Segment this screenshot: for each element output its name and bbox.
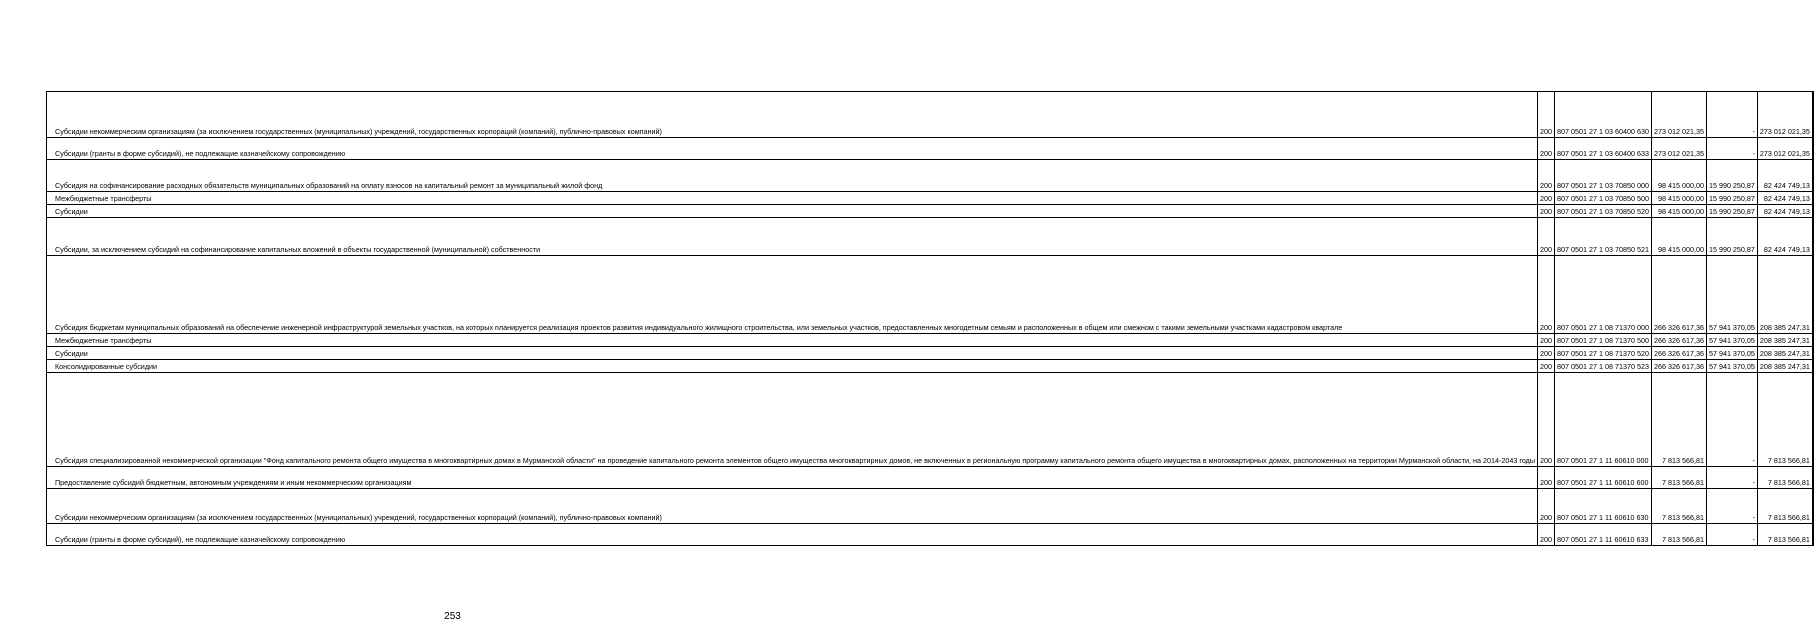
row-executed-amount: 15 990 250,87 bbox=[1706, 192, 1757, 205]
table-row bbox=[47, 334, 1813, 347]
row-name: Субсидии некоммерческим организациям (за исключением государственных (муниципальных) учреждений, государственных корпораций (компаний), публично-правовых компаний) bbox=[47, 92, 1538, 138]
row-unexecuted-amount: 208 385 247,31 bbox=[1757, 334, 1812, 347]
row-name: Субсидии (гранты в форме субсидий), не подлежащие казначейскому сопровождению bbox=[47, 524, 1538, 546]
row-code: 200 bbox=[1538, 205, 1555, 218]
row-executed-amount: 15 990 250,87 bbox=[1706, 160, 1757, 192]
row-classification-code: 807 0501 27 1 03 60400 630 bbox=[1555, 92, 1652, 138]
row-code: 200 bbox=[1538, 256, 1555, 334]
row-executed-amount: - bbox=[1706, 524, 1757, 546]
row-unexecuted-amount: 82 424 749,13 bbox=[1757, 205, 1812, 218]
row-classification-code: 807 0501 27 1 08 71370 500 bbox=[1555, 334, 1652, 347]
budget-execution-table bbox=[46, 91, 1814, 546]
row-unexecuted-amount: 7 813 566,81 bbox=[1757, 373, 1812, 467]
row-code: 200 bbox=[1538, 347, 1555, 360]
row-executed-amount: - bbox=[1706, 489, 1757, 524]
row-code: 200 bbox=[1538, 489, 1555, 524]
row-approved-amount: 98 415 000,00 bbox=[1651, 192, 1706, 205]
row-approved-amount: 7 813 566,81 bbox=[1651, 489, 1706, 524]
row-name: Межбюджетные трансферты bbox=[47, 334, 1538, 347]
row-executed-amount: - bbox=[1706, 138, 1757, 160]
row-unexecuted-amount: 208 385 247,31 bbox=[1757, 360, 1812, 373]
row-executed-amount: - bbox=[1706, 92, 1757, 138]
row-approved-amount: 98 415 000,00 bbox=[1651, 218, 1706, 256]
row-unexecuted-amount: 82 424 749,13 bbox=[1757, 218, 1812, 256]
row-code: 200 bbox=[1538, 92, 1555, 138]
table-row bbox=[47, 373, 1813, 467]
row-approved-amount: 98 415 000,00 bbox=[1651, 160, 1706, 192]
row-approved-amount: 266 326 617,36 bbox=[1651, 256, 1706, 334]
table-row bbox=[47, 347, 1813, 360]
row-executed-amount: 57 941 370,05 bbox=[1706, 256, 1757, 334]
row-classification-code: 807 0501 27 1 11 60610 633 bbox=[1555, 524, 1652, 546]
row-classification-code: 807 0501 27 1 11 60610 630 bbox=[1555, 489, 1652, 524]
row-name: Субсидия специализированной некоммерческой организации "Фонд капитального ремонта общего имущества в многоквартирных домах в Мурманской области" на проведение капитального ремонта элементов общего имущества многоквартирных домов, не включенных в региональную программу капитального ремонта общего имущества в многоквартирных домах, расположенных на территории Мурманской области, на 2014-2043 годы bbox=[47, 373, 1538, 467]
row-name: Предоставление субсидий бюджетным, автономным учреждениям и иным некоммерческим организациям bbox=[47, 467, 1538, 489]
row-approved-amount: 266 326 617,36 bbox=[1651, 360, 1706, 373]
row-approved-amount: 273 012 021,35 bbox=[1651, 92, 1706, 138]
row-name: Межбюджетные трансферты bbox=[47, 192, 1538, 205]
row-code: 200 bbox=[1538, 160, 1555, 192]
table-row bbox=[47, 92, 1813, 138]
row-classification-code: 807 0501 27 1 03 70850 521 bbox=[1555, 218, 1652, 256]
table-row bbox=[47, 467, 1813, 489]
page-number: 253 bbox=[444, 611, 461, 622]
row-name: Субсидии (гранты в форме субсидий), не подлежащие казначейскому сопровождению bbox=[47, 138, 1538, 160]
row-classification-code: 807 0501 27 1 11 60610 600 bbox=[1555, 467, 1652, 489]
row-classification-code: 807 0501 27 1 03 70850 500 bbox=[1555, 192, 1652, 205]
row-unexecuted-amount: 82 424 749,13 bbox=[1757, 160, 1812, 192]
row-executed-amount: 57 941 370,05 bbox=[1706, 334, 1757, 347]
row-executed-amount: - bbox=[1706, 373, 1757, 467]
row-name: Субсидии, за исключением субсидий на софинансирование капитальных вложений в объекты государственной (муниципальной) собственности bbox=[47, 218, 1538, 256]
row-classification-code: 807 0501 27 1 03 70850 520 bbox=[1555, 205, 1652, 218]
table-body bbox=[47, 92, 1813, 546]
row-unexecuted-amount: 208 385 247,31 bbox=[1757, 256, 1812, 334]
row-approved-amount: 266 326 617,36 bbox=[1651, 347, 1706, 360]
row-classification-code: 807 0501 27 1 11 60610 000 bbox=[1555, 373, 1652, 467]
row-name: Субсидии некоммерческим организациям (за исключением государственных (муниципальных) учреждений, государственных корпораций (компаний), публично-правовых компаний) bbox=[47, 489, 1538, 524]
row-executed-amount: - bbox=[1706, 467, 1757, 489]
row-name: Субсидия бюджетам муниципальных образований на обеспечение инженерной инфраструктурой земельных участков, на которых планируется реализация проектов развития индивидуального жилищного строительства, или земельных участков, предоставленных многодетным семьям и расположенных в общем или смежном с такими земельными участками кадастровом квартале bbox=[47, 256, 1538, 334]
row-classification-code: 807 0501 27 1 03 60400 633 bbox=[1555, 138, 1652, 160]
table-row bbox=[47, 218, 1813, 256]
row-unexecuted-amount: 273 012 021,35 bbox=[1757, 138, 1812, 160]
row-approved-amount: 273 012 021,35 bbox=[1651, 138, 1706, 160]
table-row bbox=[47, 256, 1813, 334]
row-unexecuted-amount: 7 813 566,81 bbox=[1757, 467, 1812, 489]
table-row bbox=[47, 192, 1813, 205]
row-approved-amount: 98 415 000,00 bbox=[1651, 205, 1706, 218]
table-row bbox=[47, 205, 1813, 218]
row-unexecuted-amount: 7 813 566,81 bbox=[1757, 489, 1812, 524]
row-classification-code: 807 0501 27 1 08 71370 000 bbox=[1555, 256, 1652, 334]
row-name: Субсидия на софинансирование расходных обязательств муниципальных образований на оплату взносов на капитальный ремонт за муниципальный жилой фонд bbox=[47, 160, 1538, 192]
row-code: 200 bbox=[1538, 360, 1555, 373]
row-approved-amount: 7 813 566,81 bbox=[1651, 467, 1706, 489]
row-code: 200 bbox=[1538, 218, 1555, 256]
row-executed-amount: 57 941 370,05 bbox=[1706, 347, 1757, 360]
table-row bbox=[47, 489, 1813, 524]
row-classification-code: 807 0501 27 1 08 71370 520 bbox=[1555, 347, 1652, 360]
row-code: 200 bbox=[1538, 192, 1555, 205]
table-row bbox=[47, 138, 1813, 160]
row-executed-amount: 57 941 370,05 bbox=[1706, 360, 1757, 373]
row-executed-amount: 15 990 250,87 bbox=[1706, 205, 1757, 218]
row-name: Субсидии bbox=[47, 205, 1538, 218]
row-name: Консолидированные субсидии bbox=[47, 360, 1538, 373]
row-approved-amount: 7 813 566,81 bbox=[1651, 373, 1706, 467]
row-approved-amount: 266 326 617,36 bbox=[1651, 334, 1706, 347]
row-unexecuted-amount: 208 385 247,31 bbox=[1757, 347, 1812, 360]
row-unexecuted-amount: 273 012 021,35 bbox=[1757, 92, 1812, 138]
row-code: 200 bbox=[1538, 373, 1555, 467]
table-row bbox=[47, 360, 1813, 373]
row-unexecuted-amount: 82 424 749,13 bbox=[1757, 192, 1812, 205]
row-code: 200 bbox=[1538, 467, 1555, 489]
table-row bbox=[47, 160, 1813, 192]
row-classification-code: 807 0501 27 1 03 70850 000 bbox=[1555, 160, 1652, 192]
row-approved-amount: 7 813 566,81 bbox=[1651, 524, 1706, 546]
row-name: Субсидии bbox=[47, 347, 1538, 360]
row-code: 200 bbox=[1538, 524, 1555, 546]
row-code: 200 bbox=[1538, 334, 1555, 347]
row-unexecuted-amount: 7 813 566,81 bbox=[1757, 524, 1812, 546]
row-executed-amount: 15 990 250,87 bbox=[1706, 218, 1757, 256]
row-classification-code: 807 0501 27 1 08 71370 523 bbox=[1555, 360, 1652, 373]
table-row bbox=[47, 524, 1813, 546]
row-code: 200 bbox=[1538, 138, 1555, 160]
